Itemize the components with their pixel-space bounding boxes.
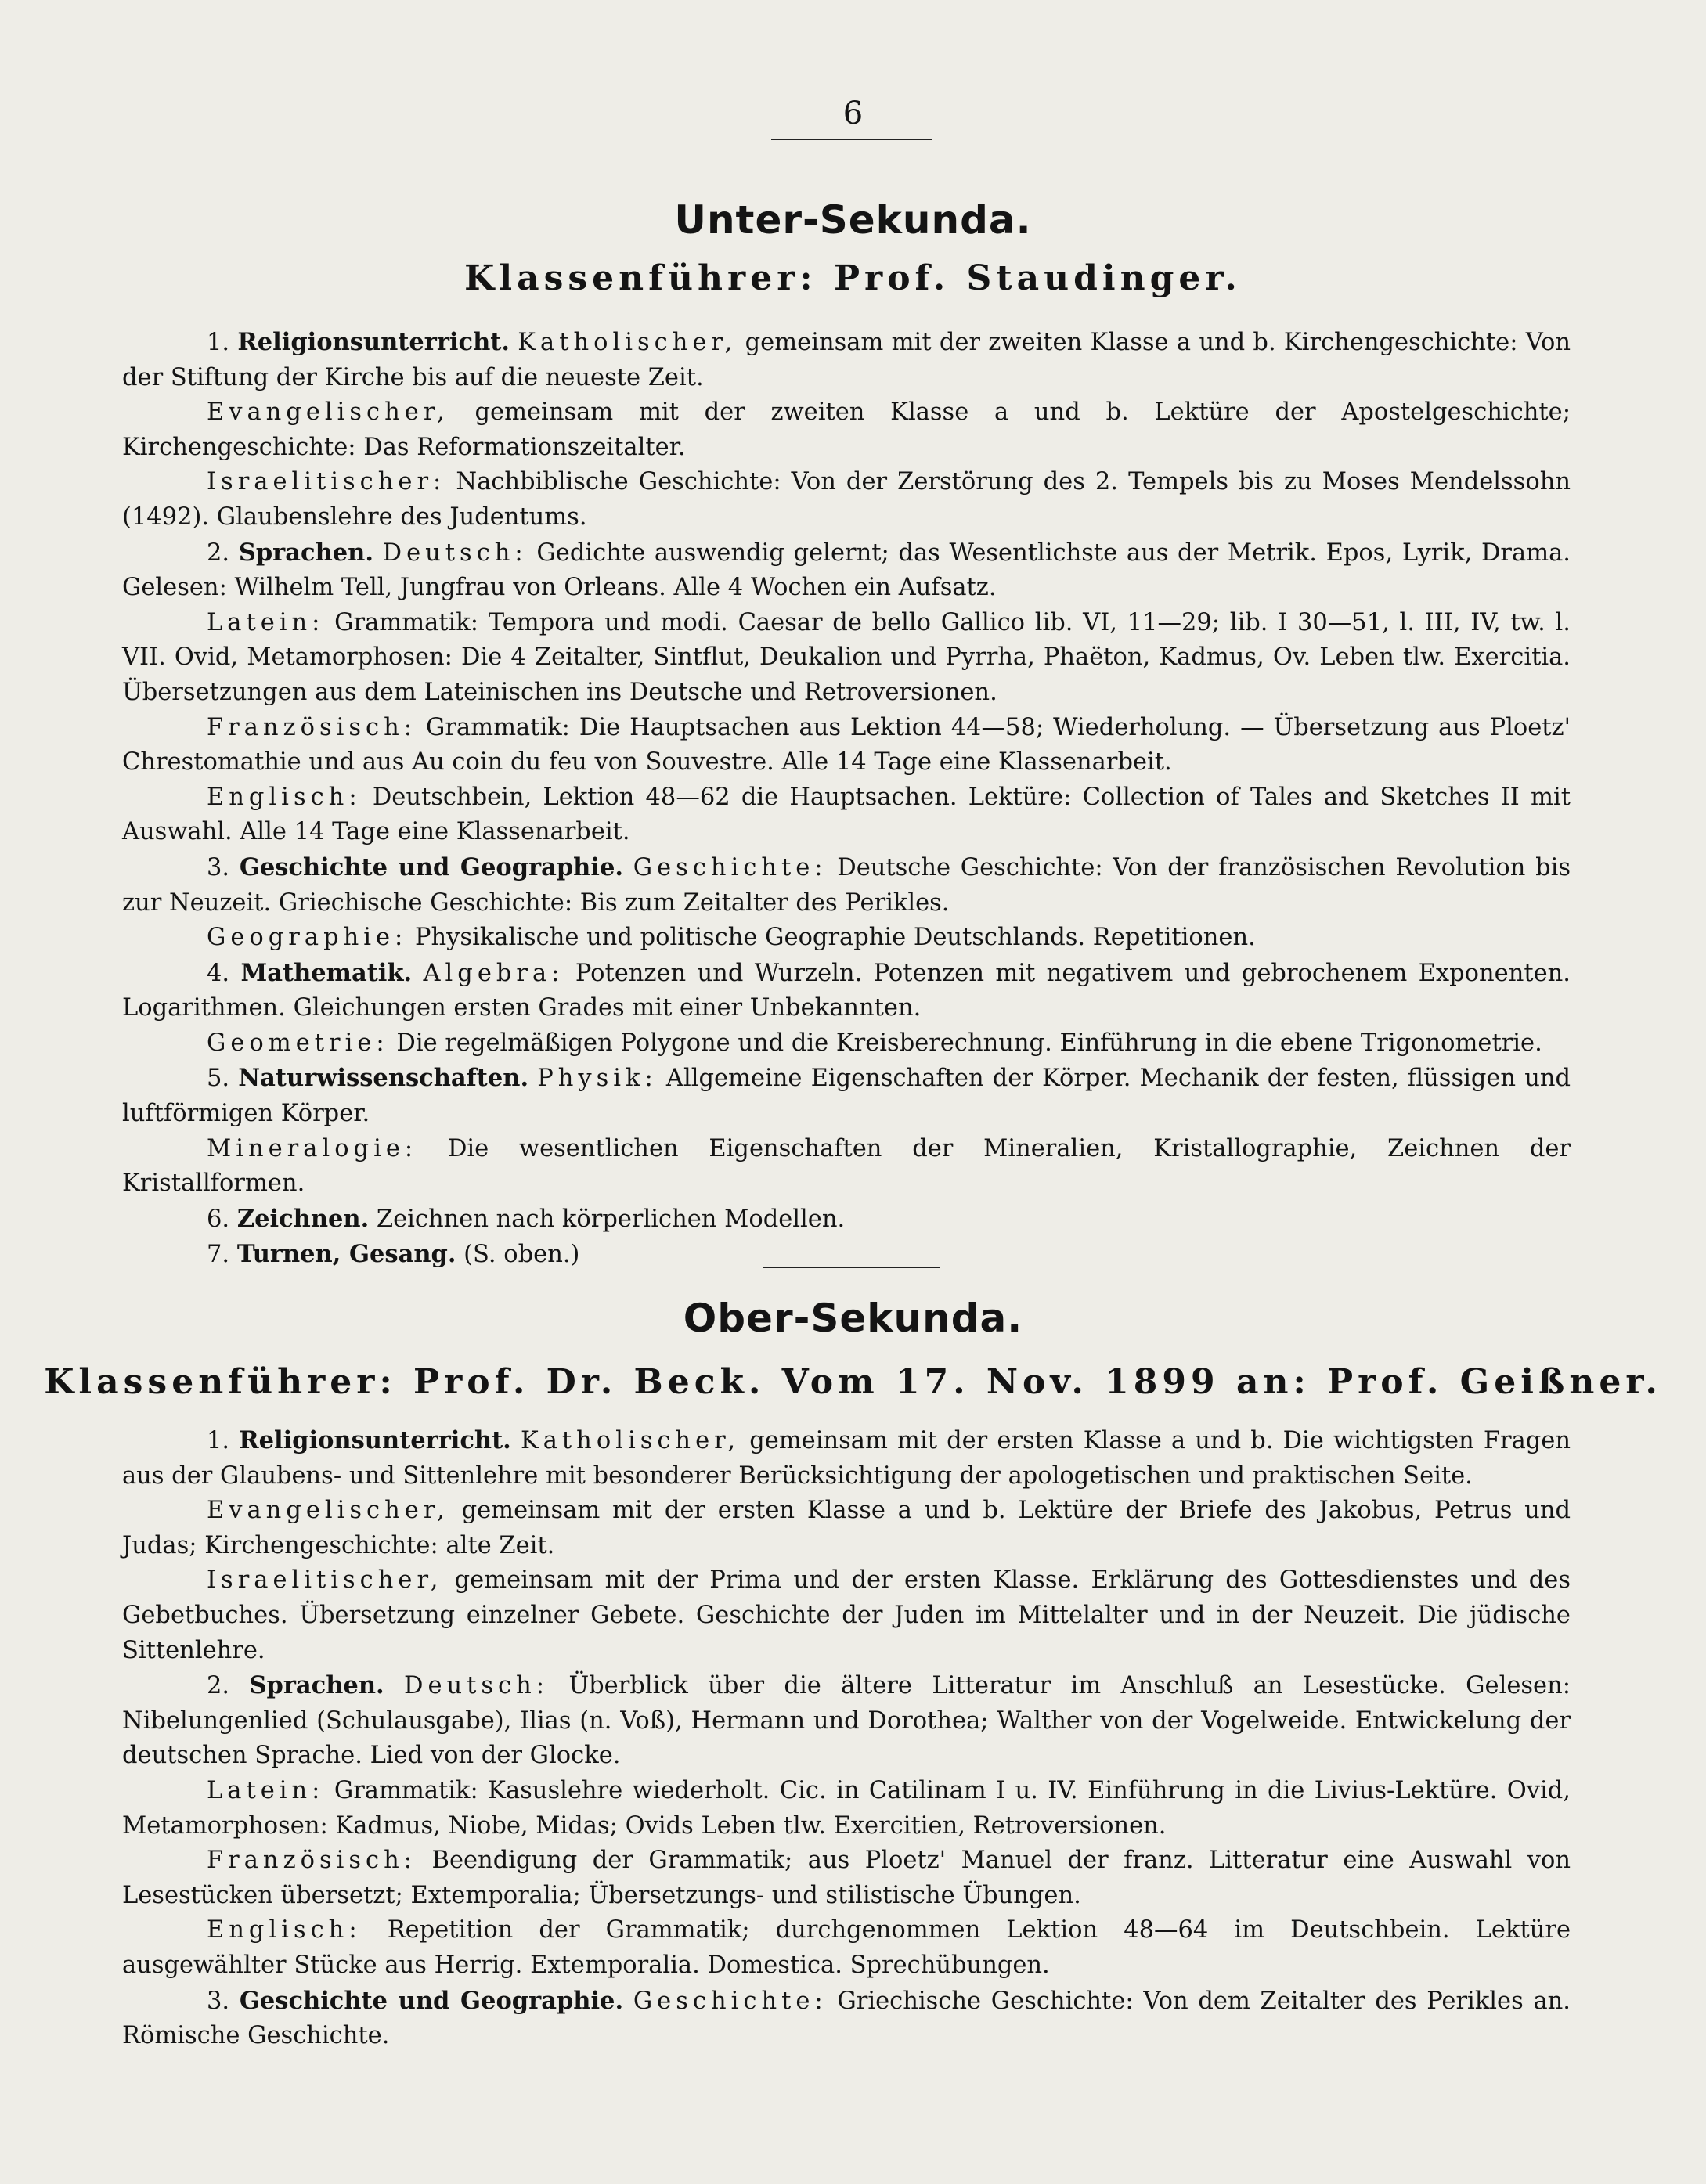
subject-label: Geographie: — [207, 924, 408, 952]
section-label: Sprachen. — [238, 538, 373, 567]
paragraph-text: Deutschbein, Lektion 48—62 die Hauptsachen. Lektüre: Collection of Tales and Sketches II mit Auswahl. Alle 14 Tage eine Klassenarbeit. — [122, 783, 1571, 846]
paragraph — [122, 1132, 1571, 1202]
item-number: 3. — [207, 1987, 230, 2015]
paragraph-text: Allgemeine Eigenschaften der Körper. Mechanik der festen, flüssigen und luftförmigen Körper. — [122, 1065, 1571, 1128]
subject-label: Evangelischer, — [207, 1497, 449, 1525]
page-number: 6 — [842, 96, 864, 132]
subject-label: Englisch: — [207, 783, 362, 811]
subject-label: Latein: — [207, 608, 325, 636]
section-label: Turnen, Gesang. — [236, 1240, 456, 1269]
paragraph — [122, 1668, 1571, 1774]
paragraph-text: gemeinsam mit der ersten Klasse a und b. Lektüre der Briefe des Jakobus, Petrus und Judas; Kirchengeschichte: alte Zeit. — [122, 1497, 1571, 1559]
subject-label: Algebra: — [423, 959, 564, 987]
section-title-unter: Unter-Sekunda. — [674, 197, 1032, 243]
paragraph — [122, 1913, 1571, 1983]
section-label: Sprachen. — [249, 1671, 384, 1700]
paragraph — [122, 780, 1571, 850]
item-number: 6. — [207, 1205, 230, 1233]
paragraph-text: Repetition der Grammatik; durchgenommen Lektion 48—64 im Deutschbein. Lektüre ausgewählter Stücke aus Herrig. Extemporalia. Domestica. Sprechübungen. — [122, 1916, 1571, 1979]
item-number: 4. — [207, 959, 230, 987]
paragraph — [122, 850, 1571, 921]
paragraph — [122, 606, 1571, 711]
subject-label: Englisch: — [207, 1916, 362, 1944]
paragraph-text: Nachbiblische Geschichte: Von der Zerstörung des 2. Tempels bis zu Moses Mendelssohn (1492). Glaubenslehre des Judentums. — [122, 468, 1571, 531]
paragraph-text: Potenzen und Wurzeln. Potenzen mit negativem und gebrochenem Exponenten. Logarithmen. Gleichungen ersten Grades mit einer Unbekannten. — [122, 959, 1571, 1022]
paragraph — [122, 1843, 1571, 1913]
item-number: 3. — [207, 853, 230, 881]
paragraph-text: Die wesentlichen Eigenschaften der Mineralien, Kristallographie, Zeichnen der Kristallformen. — [122, 1134, 1571, 1198]
paragraph-text: Grammatik: Tempora und modi. Caesar de bello Gallico lib. VI, 11—29; lib. I 30—51, l. III, IV, tw. l. VII. Ovid, Metamorphosen: Die 4 Zeitalter, Sintflut, Deukalion und Pyrrha, Phaëton, Kadmus, Ov. Leben tlw. Exercitia. Übersetzungen aus dem Lateinischen ins Deutsche und Retroversionen. — [122, 608, 1571, 706]
subject-label: Latein: — [207, 1776, 325, 1804]
section-body-ober — [122, 1423, 1571, 2054]
paragraph-text: gemeinsam mit der ersten Klasse a und b. Die wichtigsten Fragen aus der Glaubens- und Sittenlehre mit besonderer Berücksichtigung der apologetischen und praktischen Seite. — [122, 1427, 1571, 1490]
item-number: 2. — [207, 539, 230, 567]
section-body-unter — [122, 325, 1571, 1273]
paragraph-text: Grammatik: Kasuslehre wiederholt. Cic. in Catilinam I u. IV. Einführung in die Livius-Lektüre. Ovid, Metamorphosen: Kadmus, Niobe, Midas; Ovids Leben tlw. Exercitien, Retroversionen. — [122, 1776, 1571, 1840]
paragraph — [122, 1026, 1571, 1061]
paragraph-text: Grammatik: Die Hauptsachen aus Lektion 44—58; Wiederholung. — Übersetzung aus Ploetz' Chrestomathie und aus Au coin du feu von Souvestre. Alle 14 Tage eine Klassenarbeit. — [122, 713, 1571, 777]
subject-label: Geschichte: — [633, 853, 828, 881]
class-teacher-unter: Klassenführer: Prof. Staudinger. — [464, 258, 1242, 298]
subject-label: Geometrie: — [207, 1029, 389, 1057]
item-number: 5. — [207, 1065, 230, 1093]
subject-label: Evangelischer, — [207, 398, 449, 427]
paragraph-text: gemeinsam mit der Prima und der ersten Klasse. Erklärung des Gottesdienstes und des Gebetbuches. Übersetzung einzelner Gebete. Geschichte der Juden im Mittelalter und in der Neuzeit. Die jüdische Sittenlehre. — [122, 1566, 1571, 1664]
paragraph-text: Die regelmäßigen Polygone und die Kreisberechnung. Einführung in die ebene Trigonometrie. — [396, 1029, 1542, 1057]
paragraph — [122, 1563, 1571, 1668]
subject-label: Geschichte: — [633, 1987, 828, 2015]
section-label: Geschichte und Geographie. — [239, 852, 623, 881]
subject-label: Mineralogie: — [207, 1134, 418, 1162]
subject-label: Israelitischer, — [207, 1566, 443, 1595]
paragraph-text: gemeinsam mit der zweiten Klasse a und b. Kirchengeschichte: Von der Stiftung der Kirche bis auf die neueste Zeit. — [122, 329, 1571, 391]
paragraph-text: Überblick über die ältere Litteratur im Anschluß an Lesestücke. Gelesen: Nibelungenlied (Schulausgabe), Ilias (n. Voß), Hermann und Dorothea; Walther von der Vogelweide. Entwickelung der deutschen Sprache. Lied von der Glocke. — [122, 1672, 1571, 1770]
paragraph-text: Gedichte auswendig gelernt; das Wesentlichste aus der Metrik. Epos, Lyrik, Drama. Gelesen: Wilhelm Tell, Jungfrau von Orleans. Alle 4 Wochen ein Aufsatz. — [122, 539, 1571, 602]
subject-label: Physik: — [537, 1065, 658, 1093]
paragraph-text: gemeinsam mit der zweiten Klasse a und b. Lektüre der Apostelgeschichte; Kirchengeschichte: Das Reformationszeitalter. — [122, 398, 1571, 461]
section-label: Religionsunterricht. — [239, 1426, 511, 1454]
paragraph-text: Zeichnen nach körperlichen Modellen. — [376, 1205, 846, 1233]
paragraph — [122, 535, 1571, 606]
paragraph-text: (S. oben.) — [463, 1241, 580, 1269]
paragraph — [122, 1423, 1571, 1494]
subject-label: Katholischer, — [520, 1427, 741, 1454]
subject-label: Israelitischer: — [207, 468, 446, 496]
subject-label: Deutsch: — [382, 539, 528, 567]
item-number: 7. — [207, 1241, 230, 1269]
class-teacher-ober: Klassenführer: Prof. Dr. Beck. Vom 17. Nov. 1899 an: Prof. Geißner. — [44, 1362, 1662, 1402]
header-rule — [771, 139, 932, 140]
paragraph-text: Beendigung der Grammatik; aus Ploetz' Manuel der franz. Litteratur eine Auswahl von Lesestücken übersetzt; Extemporalia; Übersetzungs- und stilistische Übungen. — [122, 1847, 1571, 1909]
item-number: 1. — [207, 1427, 230, 1454]
item-number: 2. — [207, 1672, 230, 1700]
paragraph — [122, 921, 1571, 956]
paragraph — [122, 325, 1571, 395]
paragraph — [122, 956, 1571, 1026]
paragraph — [122, 1061, 1571, 1131]
section-title-ober: Ober-Sekunda. — [683, 1296, 1023, 1341]
paragraph — [122, 1494, 1571, 1563]
section-label: Mathematik. — [240, 958, 413, 987]
paragraph-text: Deutsche Geschichte: Von der französischen Revolution bis zur Neuzeit. Griechische Geschichte: Bis zum Zeitalter des Perikles. — [122, 853, 1571, 917]
paragraph — [122, 1984, 1571, 2054]
paragraph — [122, 1202, 1571, 1238]
paragraph — [122, 711, 1571, 780]
paragraph — [122, 395, 1571, 465]
section-divider — [763, 1267, 940, 1268]
section-label: Naturwissenschaften. — [238, 1064, 529, 1093]
subject-label: Französisch: — [207, 713, 417, 741]
subject-label: Deutsch: — [404, 1672, 550, 1700]
subject-label: Französisch: — [207, 1847, 417, 1875]
subject-label: Katholischer, — [518, 329, 738, 356]
paragraph-text: Griechische Geschichte: Von dem Zeitalter des Perikles an. Römische Geschichte. — [122, 1987, 1571, 2050]
paragraph — [122, 465, 1571, 535]
item-number: 1. — [207, 329, 230, 356]
paragraph-text: Physikalische und politische Geographie Deutschlands. Repetitionen. — [415, 924, 1256, 952]
section-label: Zeichnen. — [236, 1204, 370, 1233]
paragraph — [122, 1774, 1571, 1843]
section-label: Geschichte und Geographie. — [239, 1986, 624, 2015]
section-label: Religionsunterricht. — [237, 328, 510, 356]
